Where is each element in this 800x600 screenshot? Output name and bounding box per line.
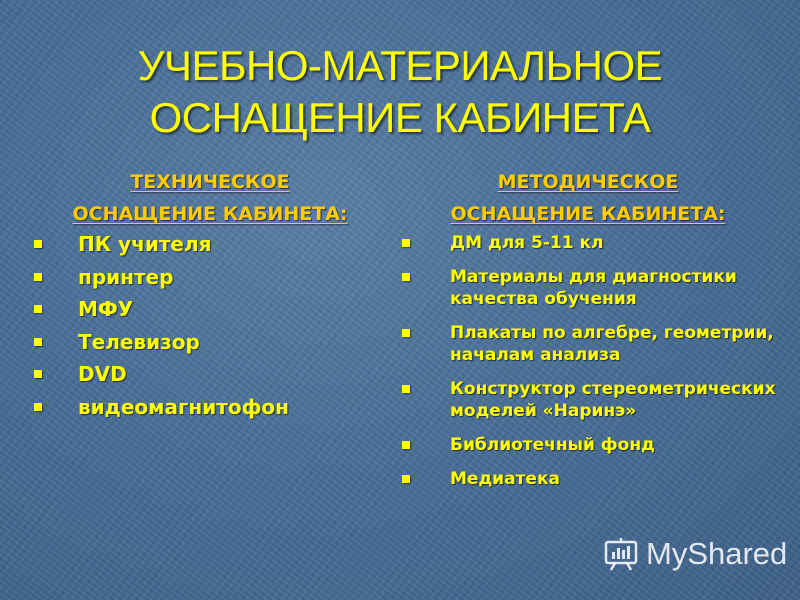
list-item xyxy=(32,330,392,354)
list-item-text: ДМ для 5-11 кл xyxy=(450,233,604,253)
technical-heading-line1: ТЕХНИЧЕСКОЕ xyxy=(130,171,290,193)
list-item-text: Телевизор xyxy=(78,329,200,354)
methodical-heading xyxy=(418,166,758,230)
list-item xyxy=(400,322,780,366)
presentation-board-icon xyxy=(604,536,640,572)
list-item xyxy=(32,265,392,289)
square-bullet-icon xyxy=(402,475,410,483)
list-item xyxy=(400,266,780,310)
list-item xyxy=(32,232,392,256)
square-bullet-icon xyxy=(34,370,42,378)
list-item xyxy=(400,378,780,422)
square-bullet-icon xyxy=(34,403,42,411)
square-bullet-icon xyxy=(402,385,410,393)
square-bullet-icon xyxy=(34,305,42,313)
square-bullet-icon xyxy=(402,329,410,337)
slide-title xyxy=(0,40,800,144)
list-item-text: Конструктор стереометрических моделей «Наринэ» xyxy=(450,379,776,421)
list-item-text: Библиотечный фонд xyxy=(450,435,655,455)
methodical-heading-line2: ОСНАЩЕНИЕ КАБИНЕТА: xyxy=(450,203,726,225)
list-item xyxy=(32,362,392,386)
list-item xyxy=(32,395,392,419)
technical-heading xyxy=(40,166,380,230)
technical-heading-line2: ОСНАЩЕНИЕ КАБИНЕТА: xyxy=(72,203,348,225)
list-item-text: МФУ xyxy=(78,297,134,321)
watermark-text: MyShared xyxy=(646,536,788,571)
technical-list xyxy=(32,232,392,427)
list-item-text: DVD xyxy=(78,362,127,386)
list-item-text: ПК учителя xyxy=(78,232,212,256)
square-bullet-icon xyxy=(34,240,42,248)
slide-title-line1: УЧЕБНО-МАТЕРИАЛЬНОЕ xyxy=(137,42,663,89)
methodical-list xyxy=(400,232,780,502)
square-bullet-icon xyxy=(34,338,42,346)
list-item-text: Медиатека xyxy=(450,469,560,489)
square-bullet-icon xyxy=(34,273,42,281)
watermark-logo xyxy=(604,534,787,574)
list-item-text: Материалы для диагностики качества обучения xyxy=(450,267,737,309)
list-item-text: Плакаты по алгебре, геометрии, началам анализа xyxy=(450,323,774,365)
list-item-text: видеомагнитофон xyxy=(78,394,289,419)
square-bullet-icon xyxy=(402,273,410,281)
list-item xyxy=(32,297,392,321)
list-item-text: принтер xyxy=(78,264,174,289)
square-bullet-icon xyxy=(402,239,410,247)
square-bullet-icon xyxy=(402,441,410,449)
list-item xyxy=(400,434,780,456)
list-item xyxy=(400,468,780,490)
list-item xyxy=(400,232,780,254)
slide-title-line2: ОСНАЩЕНИЕ КАБИНЕТА xyxy=(149,94,651,141)
methodical-heading-line1: МЕТОДИЧЕСКОЕ xyxy=(497,171,679,193)
